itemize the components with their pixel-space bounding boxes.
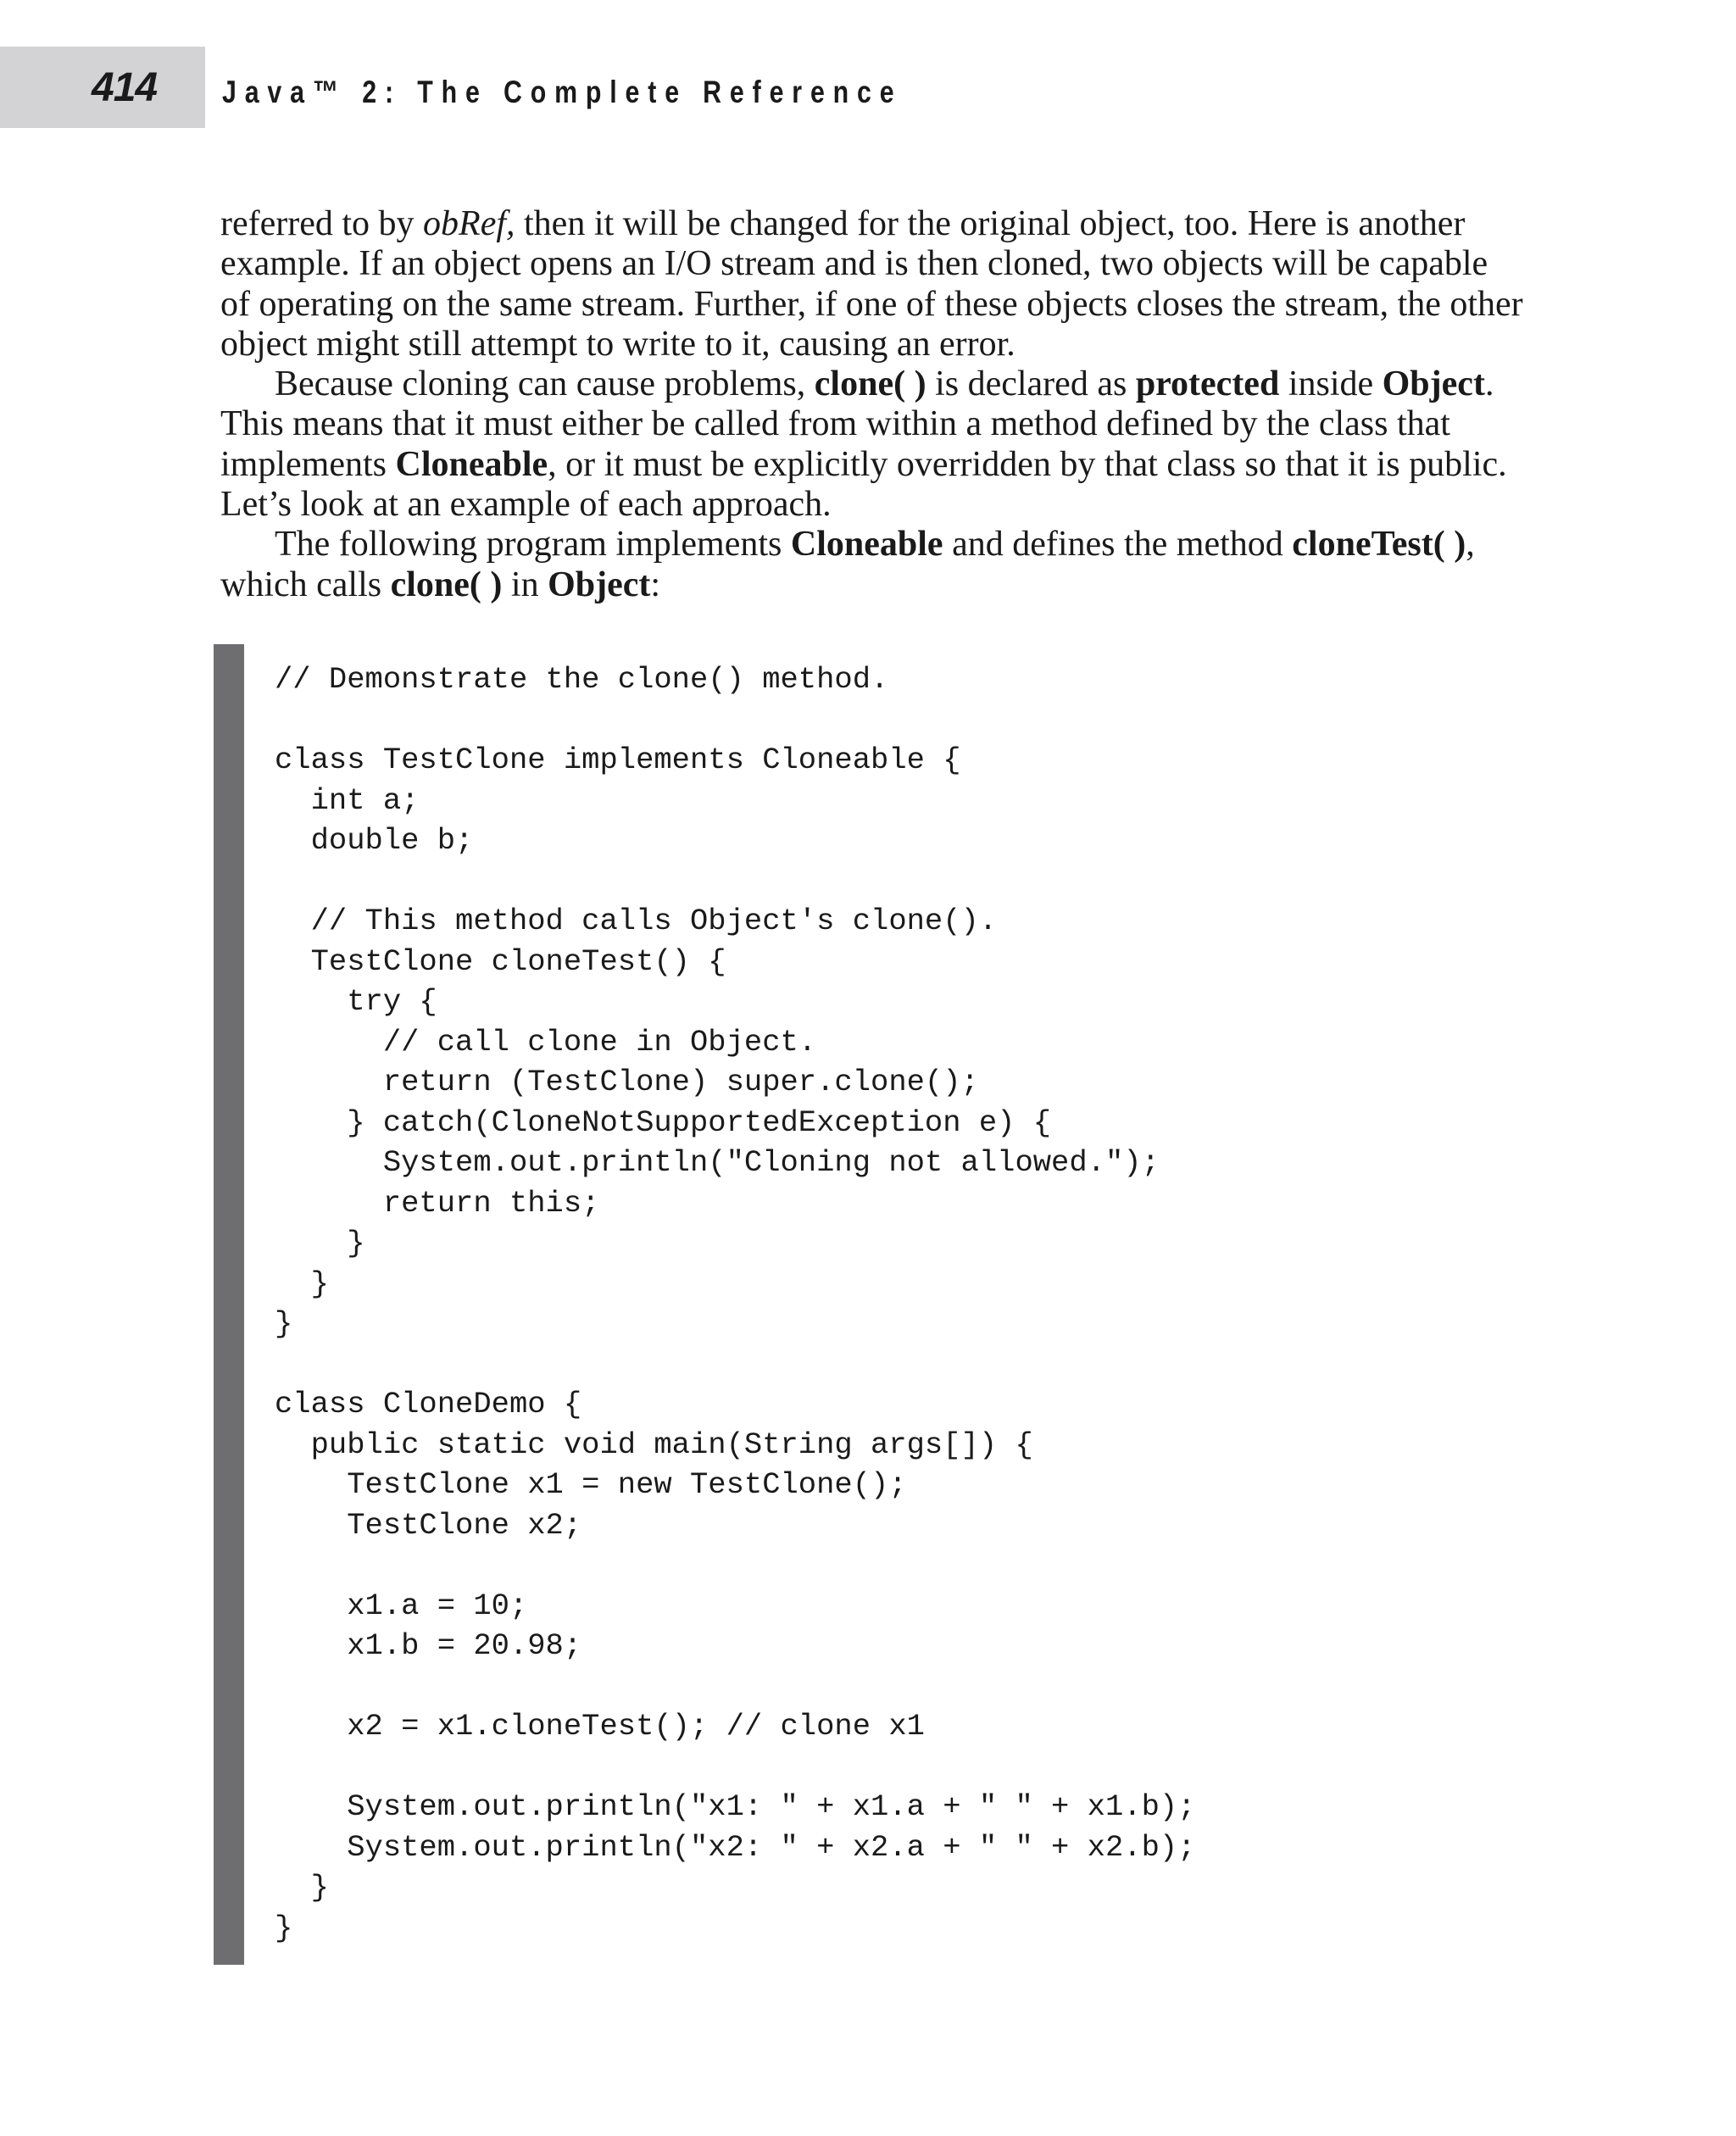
bold-term: Cloneable	[790, 525, 943, 565]
italic-term: obRef,	[423, 204, 515, 243]
bold-term: clone( )	[390, 565, 503, 604]
paragraph-3	[220, 525, 1526, 605]
running-head: Java™ 2: The Complete Reference	[222, 75, 903, 109]
bold-term: cloneTest( )	[1292, 525, 1466, 565]
text-run: :	[650, 565, 661, 604]
text-run: . This means that it must either be called from within a method defined by the class that implements	[220, 364, 1494, 484]
paragraph-1	[220, 204, 1526, 364]
bold-term: clone( )	[814, 364, 926, 404]
text-run: is declared as	[926, 364, 1136, 404]
code-listing-bar	[214, 644, 244, 1965]
text-run: referred to by	[220, 204, 424, 243]
text-run: in	[502, 565, 548, 604]
bold-term: Object	[1382, 364, 1485, 404]
text-run: inside	[1279, 364, 1383, 404]
body-text	[220, 204, 1526, 605]
text-run: then it will be changed for the original object, too. Here is another example. If an object opens an I/O stream and is then cloned, two objects will be capable of operating on the same stream. Further, if one of these objects closes the stream, the other object might still attempt to write to it, causing an error.	[220, 204, 1523, 364]
text-run: , or it must be explicitly overridden by that class so that it is public. Let’s look at an example of each approach.	[220, 444, 1507, 525]
bold-term: Object	[548, 565, 651, 604]
text-run: and defines the method	[943, 525, 1293, 565]
bold-term: Cloneable	[395, 444, 548, 484]
text-run: The following program implements	[275, 525, 791, 565]
code-listing: // Demonstrate the clone() method. class TestClone implements Cloneable { int a; double b; // This method calls Object's clone(). TestClone cloneTest() { try { // call clone in Object. return (TestClone) super.clone(); } catch(CloneNotSupportedException e) { System.out.println("Cloning not allowed."); return this; } } } class CloneDemo { public static void main(String args[]) { TestClone x1 = new TestClone(); TestClone x2; x1.a = 10; x1.b = 20.98; x2 = x1.cloneTest(); // clone x1 System.out.println("x1: " + x1.a + " " + x1.b); System.out.println("x2: " + x2.a + " " + x2.b); } }	[275, 662, 1196, 1945]
paragraph-2	[220, 364, 1526, 525]
text-run: Because cloning can cause problems,	[275, 364, 815, 404]
text-run: , which calls	[220, 525, 1475, 604]
bold-term: protected	[1135, 364, 1280, 404]
page-number: 414	[92, 65, 158, 110]
